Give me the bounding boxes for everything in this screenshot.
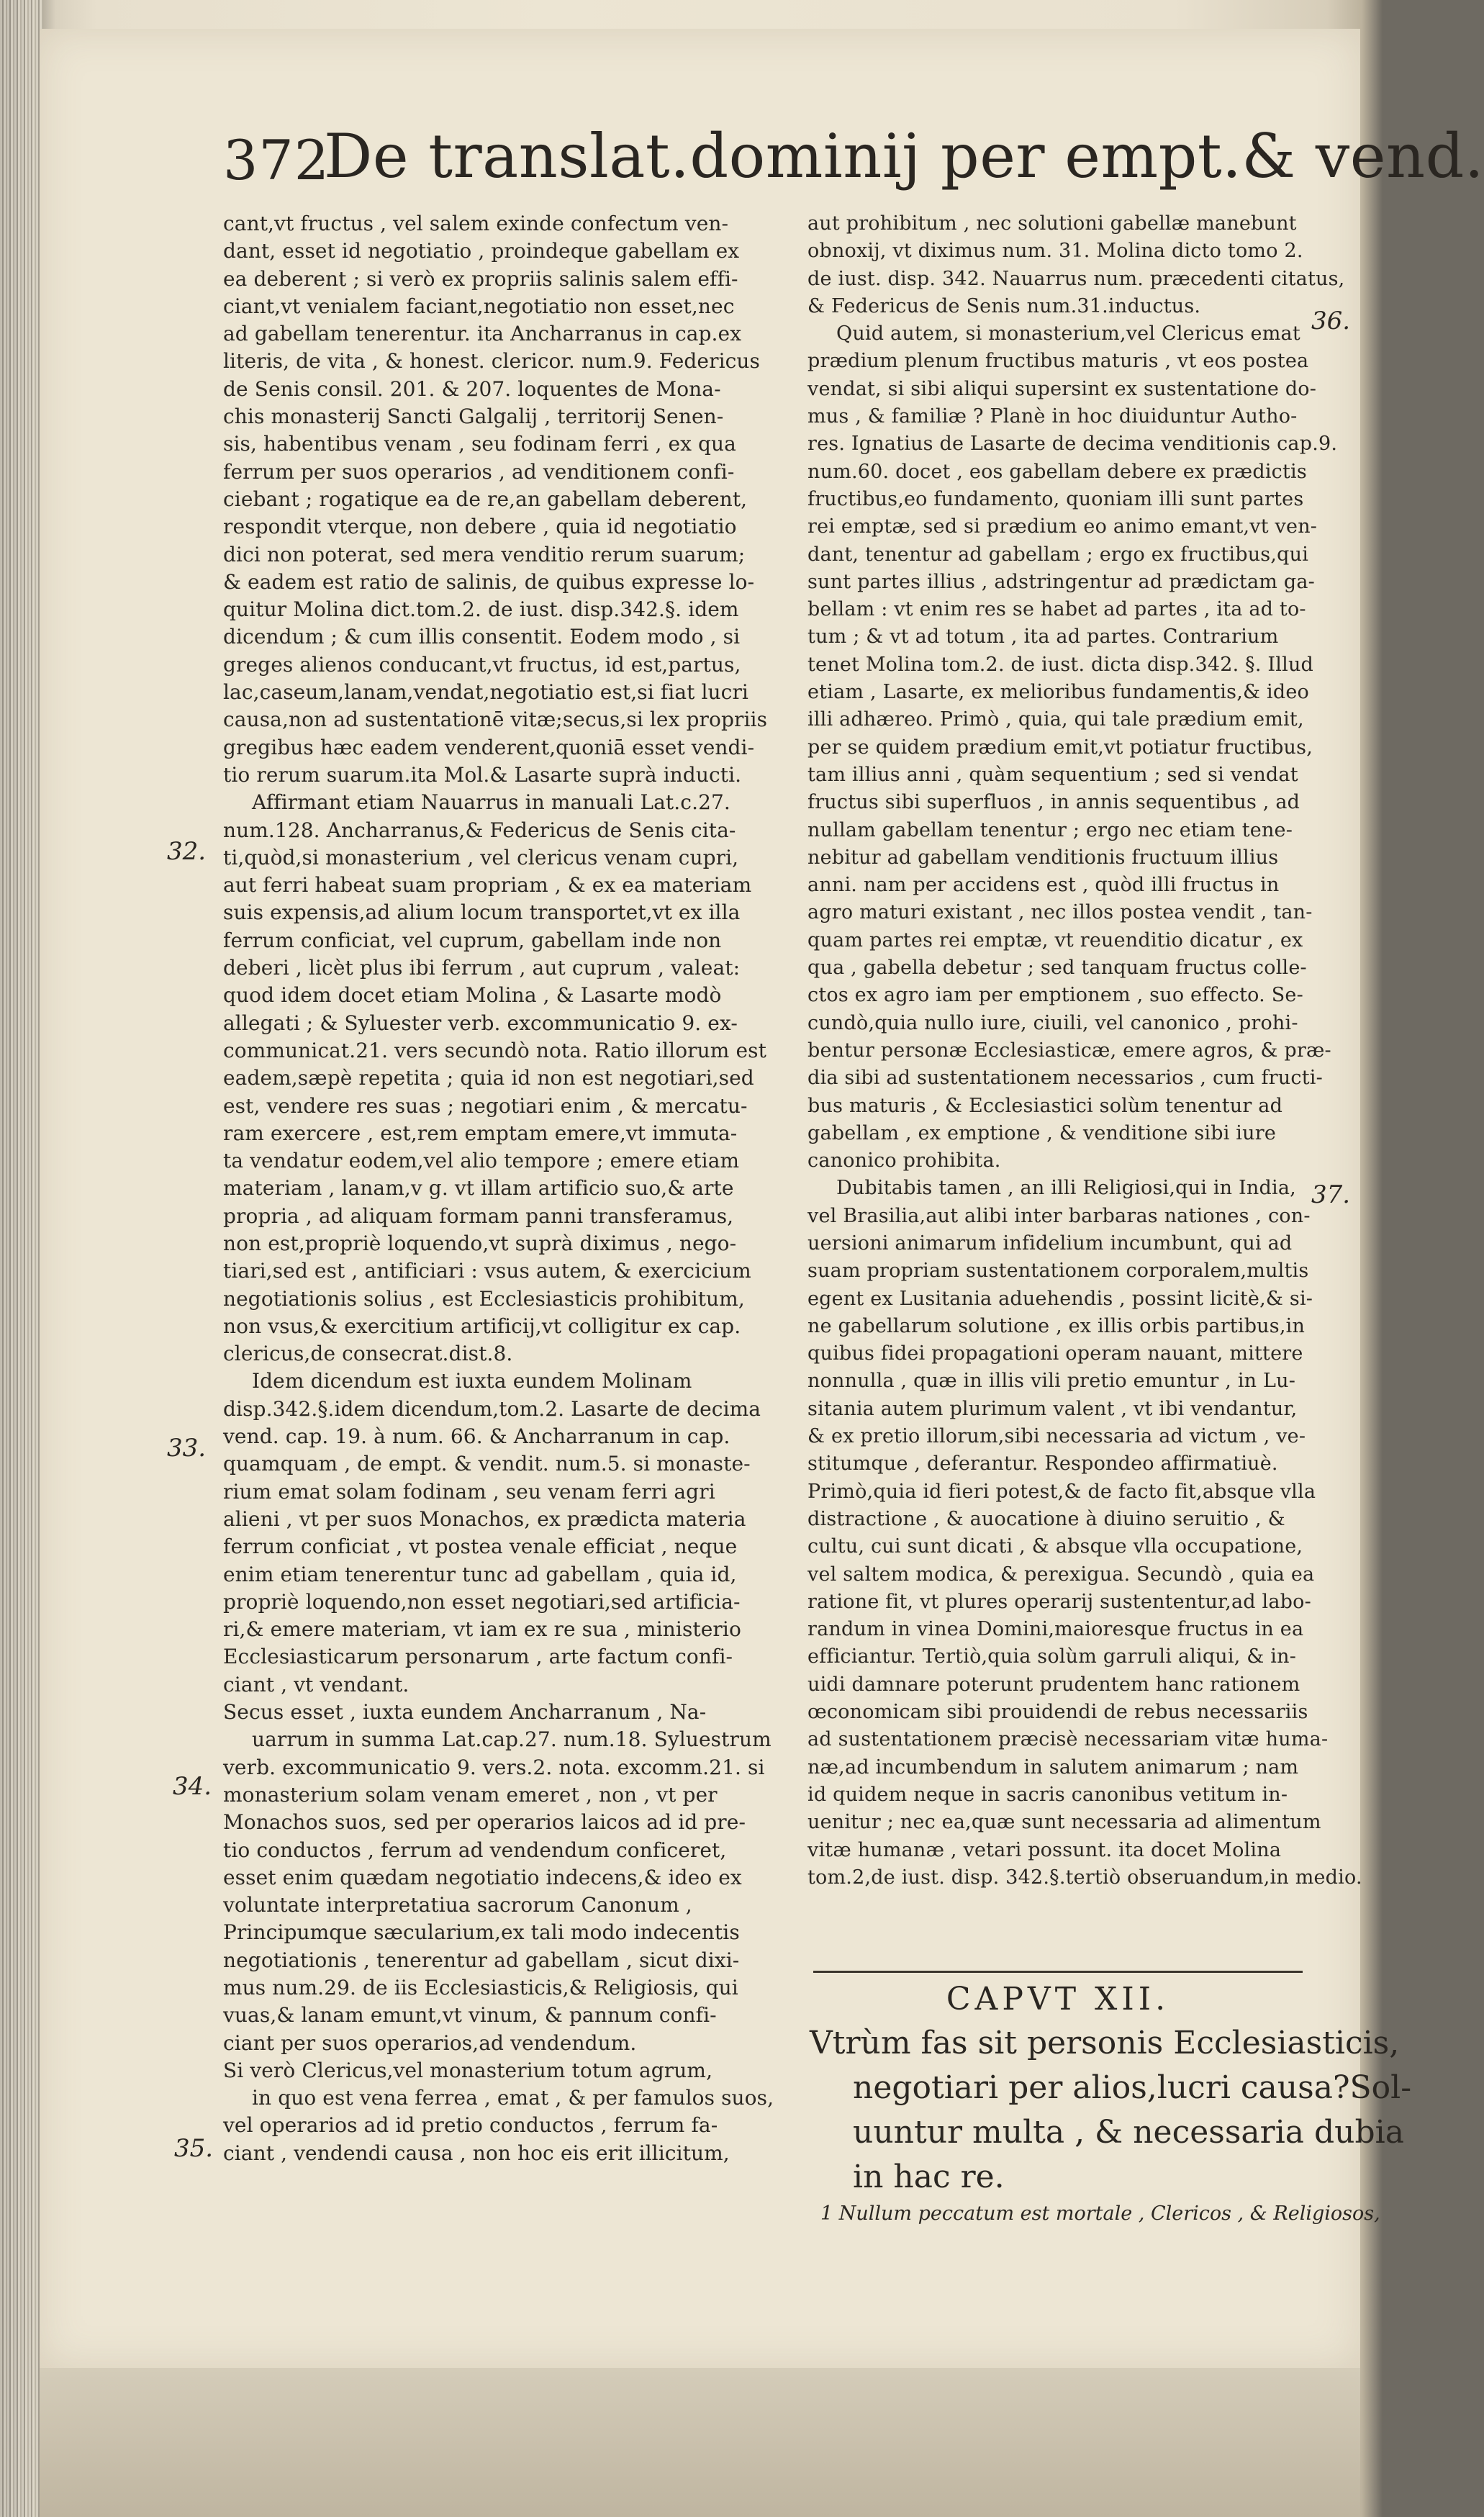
text-line: communicat.21. vers secundò nota. Ratio illorum est xyxy=(223,1038,766,1062)
text-line: de Senis consil. 201. & 207. loquentes de Mona- xyxy=(223,376,721,401)
text-line: Secus esset , iuxta eundem Ancharranum , Na- xyxy=(223,1700,707,1725)
text-line: nebitur ad gabellam venditionis fructuum illius xyxy=(807,846,1279,869)
text-line: uersioni animarum infidelium incumbunt, qui ad xyxy=(807,1232,1293,1255)
text-line: aut ferri habeat suam propriam , & ex ea materiam xyxy=(223,873,752,898)
text-line: dicendum ; & cum illis consentit. Eodem modo , si xyxy=(223,625,741,649)
text-line: non vsus,& exercitium artificij,vt colligitur ex cap. xyxy=(223,1314,741,1338)
text-line: dant, esset id negotiatio , proindeque gabellam ex xyxy=(223,239,740,263)
text-line: Ecclesiasticarum personarum , arte factum confi- xyxy=(223,1645,733,1669)
text-line: enim etiam tenerentur tunc ad gabellam , quia id, xyxy=(223,1562,737,1586)
text-line: suam propriam sustentationem corporalem,multis xyxy=(807,1260,1309,1283)
text-line: Primò,quia id fieri potest,& de facto fit,absque vlla xyxy=(807,1480,1316,1503)
text-line: ad sustentationem præcisè necessariam vitæ huma- xyxy=(807,1728,1329,1751)
text-line: ta vendatur eodem,vel alio tempore ; emere etiam xyxy=(223,1149,740,1173)
text-line: id quidem neque in sacris canonibus vetitum in- xyxy=(807,1783,1288,1806)
text-line: tio conductos , ferrum ad vendendum conficeret, xyxy=(223,1838,727,1862)
text-line: deberi , licèt plus ibi ferrum , aut cuprum , valeat: xyxy=(223,956,741,980)
text-line: ferrum per suos operarios , ad venditionem confi- xyxy=(223,459,735,484)
text-line: eadem,sæpè repetita ; quia id non est negotiari,sed xyxy=(223,1066,754,1090)
text-line: tiari,sed est , antificiari : vsus autem, & exercicium xyxy=(223,1259,751,1283)
text-line: tom.2,de iust. disp. 342.§.tertiò obseruandum,in medio. xyxy=(807,1866,1362,1889)
text-line: quamquam , de empt. & vendit. num.5. si monaste- xyxy=(223,1452,751,1476)
text-line: nonnulla , quæ in illis vili pretio emuntur , in Lu- xyxy=(807,1370,1296,1393)
text-line: & eadem est ratio de salinis, de quibus expresse lo- xyxy=(223,569,755,594)
text-line: tum ; & vt ad totum , ita ad partes. Contrarium xyxy=(807,625,1279,649)
margin-paragraph-number: 33. xyxy=(167,1434,207,1463)
margin-paragraph-number: 37. xyxy=(1311,1180,1351,1209)
text-line: etiam , Lasarte, ex melioribus fundamentis,& ideo xyxy=(807,681,1309,704)
text-line: gabellam , ex emptione , & venditione sibi iure xyxy=(807,1121,1277,1144)
text-line: num.60. docet , eos gabellam debere ex prædictis xyxy=(807,460,1307,483)
text-line: dant, tenentur ad gabellam ; ergo ex fructibus,qui xyxy=(807,543,1309,566)
text-line: ad gabellam tenerentur. ita Ancharranus in cap.ex xyxy=(223,322,742,346)
text-line: monasterium solam venam emeret , non , vt per xyxy=(223,1782,718,1807)
text-line: respondit vterque, non debere , quia id negotiatio xyxy=(223,515,737,539)
text-line: rei emptæ, sed si prædium eo animo emant,vt ven- xyxy=(807,515,1318,538)
text-line: voluntate interpretatiua sacrorum Canonum , xyxy=(223,1893,692,1917)
text-line: verb. excommunicatio 9. vers.2. nota. excomm.21. si xyxy=(223,1755,765,1779)
text-line: in quo est vena ferrea , emat , & per famulos suos, xyxy=(252,2086,774,2110)
text-line: Idem dicendum est iuxta eundem Molinam xyxy=(252,1369,692,1393)
text-line: næ,ad incumbendum in salutem animarum ; nam xyxy=(807,1755,1299,1779)
margin-paragraph-number: 32. xyxy=(167,837,207,866)
text-line: ctos ex agro iam per emptionem , suo effecto. Se- xyxy=(807,984,1303,1007)
text-line: Si verò Clericus,vel monasterium totum agrum, xyxy=(223,2058,713,2082)
text-line: bellam : vt enim res se habet ad partes , ita ad to- xyxy=(807,598,1306,621)
text-line: œconomicam sibi prouidendi de rebus necessariis xyxy=(807,1701,1308,1724)
text-line: propriè loquendo,non esset negotiari,sed artificia- xyxy=(223,1589,741,1614)
text-line: tam illius anni , quàm sequentium ; sed si vendat xyxy=(807,763,1298,786)
text-line: sitania autem plurimum valent , vt ibi vendantur, xyxy=(807,1397,1298,1420)
text-line: vel Brasilia,aut alibi inter barbaras nationes , con- xyxy=(807,1204,1311,1227)
chapter-heading: CAPVT XII. xyxy=(946,1981,1170,2017)
text-line: obnoxij, vt diximus num. 31. Molina dicto tomo 2. xyxy=(807,240,1303,263)
text-line: aut prohibitum , nec solutioni gabellæ manebunt xyxy=(807,212,1297,235)
text-line: egent ex Lusitania aduehendis , possint licitè,& si- xyxy=(807,1287,1313,1310)
text-line: allegati ; & Syluester verb. excommunicatio 9. ex- xyxy=(223,1011,738,1035)
text-line: qua , gabella debetur ; sed tanquam fructus colle- xyxy=(807,957,1307,980)
chapter-title-line: Vtrùm fas sit personis Ecclesiasticis, xyxy=(810,2025,1400,2061)
text-line: alieni , vt per suos Monachos, ex prædicta materia xyxy=(223,1506,746,1531)
text-line: res. Ignatius de Lasarte de decima venditionis cap.9. xyxy=(807,433,1338,456)
text-line: efficiantur. Tertiò,quia solùm garruli aliqui, & in- xyxy=(807,1645,1297,1668)
text-line: ciant , vendendi causa , non hoc eis erit illicitum, xyxy=(223,2141,730,2165)
text-line: canonico prohibita. xyxy=(807,1149,1001,1172)
text-line: ciebant ; rogatique ea de re,an gabellam deberent, xyxy=(223,487,748,511)
text-line: nullam gabellam tenentur ; ergo nec etiam tene- xyxy=(807,818,1293,841)
text-line: ram exercere , est,rem emptam emere,vt immuta- xyxy=(223,1121,738,1145)
text-line: vend. cap. 19. à num. 66. & Ancharranum in cap. xyxy=(223,1424,730,1449)
page-header xyxy=(223,121,1484,222)
margin-paragraph-number: 36. xyxy=(1311,307,1351,335)
text-line: gregibus hæc eadem venderent,quoniā esset vendi- xyxy=(223,735,755,759)
text-line: mus num.29. de iis Ecclesiasticis,& Religiosis, qui xyxy=(223,1976,738,1999)
page-bottom-edge xyxy=(40,2368,1360,2517)
text-line: dici non poterat, sed mera venditio rerum suarum; xyxy=(223,542,746,566)
text-line: distractione , & auocatione à diuino seruitio , & xyxy=(807,1507,1285,1530)
chapter-title-line: in hac re. xyxy=(853,2159,1005,2195)
text-line: vendat, si sibi aliqui supersint ex sustentatione do- xyxy=(807,377,1317,400)
text-line: quam partes rei emptæ, vt reuenditio dicatur , ex xyxy=(807,928,1303,952)
left-text-column xyxy=(223,210,799,2167)
text-line: anni. nam per accidens est , quòd illi fructus in xyxy=(807,874,1280,897)
text-line: Dubitabis tamen , an illi Religiosi,qui in India, xyxy=(836,1177,1296,1200)
text-line: lac,caseum,lanam,vendat,negotiatio est,si fiat lucri xyxy=(223,680,748,705)
margin-paragraph-number: 35. xyxy=(174,2134,214,2163)
text-line: tenet Molina tom.2. de iust. dicta disp.342. §. Illud xyxy=(807,653,1314,676)
text-line: prædium plenum fructibus maturis , vt eos postea xyxy=(807,350,1309,373)
text-line: ciant , vt vendant. xyxy=(223,1672,410,1696)
text-line: uarrum in summa Lat.cap.27. num.18. Syluestrum xyxy=(252,1727,772,1752)
chapter-divider-rule xyxy=(813,1971,1303,1973)
text-line: ciant,vt venialem faciant,negotiatio non esset,nec xyxy=(223,294,735,318)
text-line: materiam , lanam,v g. vt illam artificio suo,& arte xyxy=(223,1176,734,1201)
text-line: uidi damnare poterunt prudentem hanc rationem xyxy=(807,1673,1300,1696)
text-line: mus , & familiæ ? Planè in hoc diuiduntur Autho- xyxy=(807,405,1298,428)
text-line: literis, de vita , & honest. clericor. num.9. Federicus xyxy=(223,349,761,374)
text-line: randum in vinea Domini,maioresque fructus in ea xyxy=(807,1618,1304,1641)
text-line: ferrum conficiat , vt postea venale efficiat , neque xyxy=(223,1535,738,1559)
text-line: chis monasterij Sancti Galgalij , territorij Senen- xyxy=(223,405,724,429)
text-line: disp.342.§.idem dicendum,tom.2. Lasarte de decima xyxy=(223,1396,761,1421)
text-line: ciant per suos operarios,ad vendendum. xyxy=(223,2030,637,2055)
text-line: greges alienos conducant,vt fructus, id est,partus, xyxy=(223,652,741,677)
text-line: Principumque sæcularium,ex tali modo indecentis xyxy=(223,1920,740,1945)
text-line: negotiationis solius , est Ecclesiasticis prohibitum, xyxy=(223,1286,745,1311)
text-line: cant,vt fructus , vel salem exinde confectum ven- xyxy=(223,212,729,235)
text-line: tio rerum suarum.ita Mol.& Lasarte suprà inducti. xyxy=(223,762,742,787)
text-line: Affirmant etiam Nauarrus in manuali Lat.c.27. xyxy=(252,790,730,815)
text-line: sis, habentibus venam , seu fodinam ferri , ex qua xyxy=(223,432,736,456)
text-line: cundò,quia nullo iure, ciuili, vel canonico , prohi- xyxy=(807,1011,1298,1034)
text-line: propria , ad aliquam formam panni transferamus, xyxy=(223,1203,734,1228)
chapter-title-line: uuntur multa , & necessaria dubia xyxy=(853,2114,1404,2151)
margin-paragraph-number: 34. xyxy=(173,1772,212,1801)
text-line: ferrum conficiat, vel cuprum, gabellam inde non xyxy=(223,928,722,952)
text-line: negotiationis , tenerentur ad gabellam , sicut dixi- xyxy=(223,1948,740,1972)
text-line: fructus sibi superfluos , in annis sequentibus , ad xyxy=(807,791,1300,814)
text-line: uenitur ; nec ea,quæ sunt necessaria ad alimentum xyxy=(807,1811,1321,1834)
text-line: ti,quòd,si monasterium , vel clericus venam cupri, xyxy=(223,845,739,869)
chapter-summary-line: 1 Nullum peccatum est mortale , Clericos , & Religiosos, xyxy=(820,2202,1380,2225)
text-line: ea deberent ; si verò ex propriis salinis salem effi- xyxy=(223,266,738,291)
text-line: esset enim quædam negotiatio indecens,& ideo ex xyxy=(223,1865,742,1889)
text-line: ne gabellarum solutione , ex illis orbis partibus,in xyxy=(807,1314,1306,1337)
text-line: suis expensis,ad alium locum transportet,vt ex illa xyxy=(223,900,741,925)
text-line: Monachos suos, sed per operarios laicos ad id pre- xyxy=(223,1810,746,1835)
text-line: causa,non ad sustentationē vitæ;secus,si lex propriis xyxy=(223,708,768,732)
text-line: per se quidem prædium emit,vt potiatur fructibus, xyxy=(807,736,1313,759)
page-number: 372 xyxy=(223,128,330,192)
text-line: vel saltem modica, & perexigua. Secundò , quia ea xyxy=(807,1563,1315,1586)
text-line: clericus,de consecrat.dist.8. xyxy=(223,1342,513,1366)
text-line: de iust. disp. 342. Nauarrus num. præcedenti citatus, xyxy=(807,267,1345,290)
text-line: cultu, cui sunt dicati , & absque vlla occupatione, xyxy=(807,1535,1303,1558)
text-line: illi adhæreo. Primò , quia, qui tale prædium emit, xyxy=(807,708,1304,731)
book-spine-edge xyxy=(0,0,43,2517)
text-line: Quid autem, si monasterium,vel Clericus emat xyxy=(836,322,1300,345)
text-line: & Federicus de Senis num.31.inductus. xyxy=(807,294,1201,317)
text-line: ratione fit, vt plures operarij sustententur,ad labo- xyxy=(807,1590,1311,1613)
text-line: dia sibi ad sustentationem necessarios , cum fructi- xyxy=(807,1067,1323,1090)
text-line: bus maturis , & Ecclesiastici solùm tenentur ad xyxy=(807,1094,1283,1117)
text-line: vel operarios ad id pretio conductos , ferrum fa- xyxy=(223,2113,718,2138)
text-line: stitumque , deferantur. Respondeo affirmatiuè. xyxy=(807,1452,1278,1476)
text-line: non est,propriè loquendo,vt suprà diximus , nego- xyxy=(223,1231,737,1255)
text-line: ri,& emere materiam, vt iam ex re sua , ministerio xyxy=(223,1617,741,1642)
text-line: num.128. Ancharranus,& Federicus de Senis cita- xyxy=(223,818,736,842)
text-line: vitæ humanæ , vetari possunt. ita docet Molina xyxy=(807,1838,1282,1861)
text-line: est, vendere res suas ; negotiari enim , & mercatu- xyxy=(223,1093,748,1118)
text-line: bentur personæ Ecclesiasticæ, emere agros, & præ- xyxy=(807,1039,1331,1062)
text-line: quibus fidei propagationi operam nauant, mittere xyxy=(807,1342,1303,1365)
text-line: sunt partes illius , adstringentur ad prædictam ga- xyxy=(807,570,1315,593)
running-head: De translat.dominij per empt.& vend. xyxy=(324,121,1484,191)
chapter-title-line: negotiari per alios,lucri causa?Sol- xyxy=(853,2069,1412,2106)
text-line: fructibus,eo fundamento, quoniam illi sunt partes xyxy=(807,487,1304,510)
text-line: vuas,& lanam emunt,vt vinum, & pannum confi- xyxy=(223,2003,717,2028)
text-line: rium emat solam fodinam , seu venam ferri agri xyxy=(223,1479,715,1504)
text-line: quitur Molina dict.tom.2. de iust. disp.342.§. idem xyxy=(223,597,739,622)
text-line: agro maturi existant , nec illos postea vendit , tan- xyxy=(807,901,1313,924)
chapter-title xyxy=(810,2021,1412,2200)
text-line: & ex pretio illorum,sibi necessaria ad victum , ve- xyxy=(807,1425,1306,1448)
text-line: quod idem docet etiam Molina , & Lasarte modò xyxy=(223,983,722,1008)
